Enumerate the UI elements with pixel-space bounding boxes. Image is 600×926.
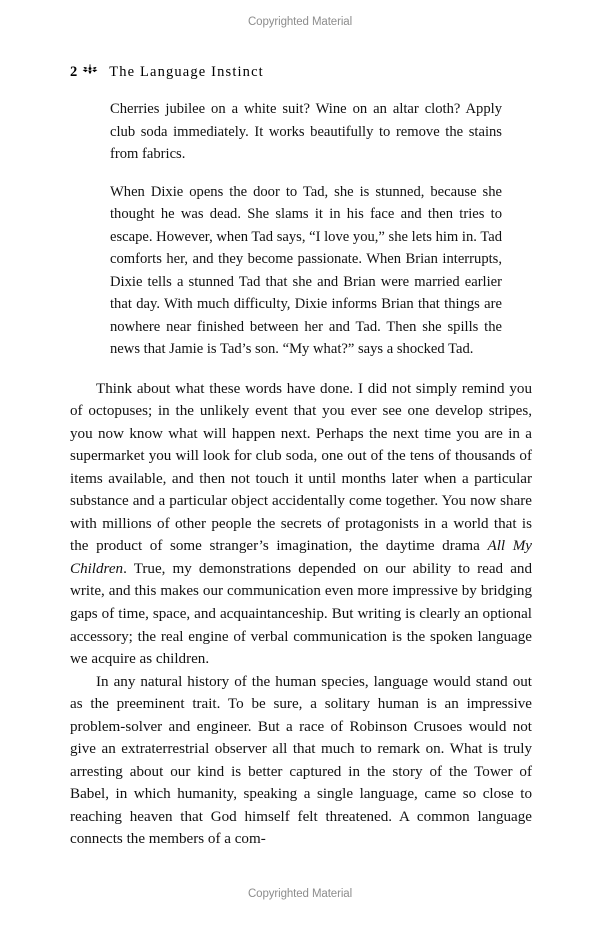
body-paragraph-1 — [70, 378, 532, 671]
watermark-top: Copyrighted Material — [247, 16, 353, 28]
book-title-italic: All My Children — [70, 538, 533, 577]
page-body — [70, 98, 532, 851]
running-head-title: The Language Instinct — [109, 64, 264, 80]
watermark-bottom: Copyrighted Material — [247, 888, 353, 900]
extract-paragraph-2: When Dixie opens the door to Tad, she is stunned, because she thought he was dead. She slams it in his face and then tries to escape. However, when Tad says, “I love you,” she lets him in. Tad comforts her, and they become passionate. When Brian interrupts, Dixie tells a stunned Tad that she and Brian were married earlier that day. With much difficulty, Dixie informs Brian that things are nowhere near finished between her and Tad. Then she spills the news that Jamie is Tad’s son. “My what?” says a shocked Tad. — [110, 183, 502, 357]
paragraph-1-text-b: . True, my demonstrations depended on our ability to read and write, and this makes our communication even more impressive by bridging gaps of time, space, and acquaintanceship. But writing is clearly an optional accessory; the real engine of verbal communication is the spoken language we acquire as children. — [70, 560, 532, 668]
body-paragraph-2: In any natural history of the human species, language would stand out as the preeminent trait. To be sure, a solitary human is an impressive problem-solver and engineer. But a race of Robinson Crusoes would not give an extraterrestrial observer all that much to remark on. What is truly arresting about our kind is better captured in the story of the Tower of Babel, in which humanity, speaking a single language, came so close to reaching heaven that God himself felt threatened. A common language connects the members of a com- — [70, 673, 532, 848]
paragraph-1-text-a: Think about what these words have done. I did not simply remind you of octopuses; in the unlikely event that you ever see one develop stripes, you now know what will happen next. Perhaps the next time you are in a supermarket you will look for club soda, one out of the tens of thousands of items available, and then not touch it until months later when a particular substance and a particular object accidentally come together. You now share with millions of other people the secrets of protagonists in a world that is the product of some stranger’s imagination, the daytime drama — [70, 380, 532, 555]
running-head — [70, 64, 264, 81]
extract-paragraph-1: Cherries jubilee on a white suit? Wine on an altar cloth? Apply club soda immediately. It works beautifully to remove the stains from fabrics. — [110, 101, 502, 162]
page-number: 2 — [70, 64, 78, 80]
fleuron-ornament-icon — [77, 64, 103, 75]
